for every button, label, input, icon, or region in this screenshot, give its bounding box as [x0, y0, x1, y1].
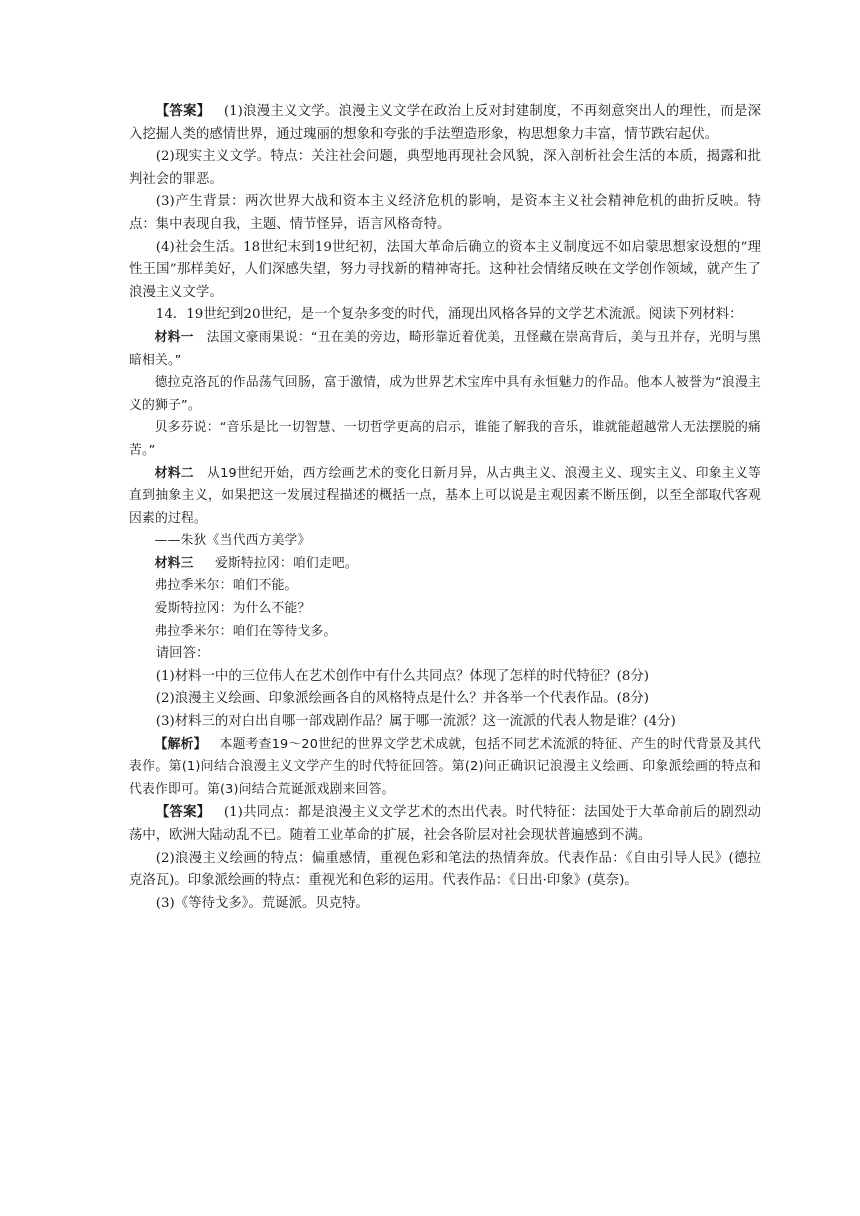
material-2-source: ——朱狄《当代西方美学》 [154, 533, 311, 549]
answer-2-paragraph-3: (3)《等待戈多》。荒诞派。贝克特。 [155, 895, 369, 911]
answer-2-tag: 【答案】 [155, 804, 211, 821]
answer-tag: 【答案】 [155, 103, 211, 119]
answer-paragraph-2: (2)现实主义文学。特点：关注社会问题，典型地再现社会风貌，深入剖析社会生活的本质，揭露和批判社会的罪恶。 [129, 149, 761, 187]
answer-paragraph-3: (3)产生背景：两次世界大战和资本主义经济危机的影响，是资本主义社会精神危机的曲折反映。特点：集中表现自我，主题、情节怪异，语言风格奇特。 [129, 194, 761, 232]
question-14-stem: 14．19世纪到20世纪，是一个复杂多变的时代，涌现出风格各异的文学艺术流派。阅读下列材料： [155, 307, 743, 323]
material-3-line-2: 弗拉季米尔：咱们不能。 [154, 578, 298, 594]
material-1-paragraph-2: 德拉克洛瓦的作品荡气回肠，富于激情，成为世界艺术宝库中具有永恒魅力的作品。他本人被誉为“浪漫主义的狮子”。 [129, 375, 761, 413]
material-3-label: 材料三 [154, 555, 194, 571]
material-2-paragraph [129, 463, 761, 531]
analysis-paragraph [129, 734, 761, 802]
material-2-text: 从19世纪开始，西方绘画艺术的变化日新月异，从古典主义、浪漫主义、现实主义、印象主义等直到抽象主义，如果把这一发展过程描述的概括一点，基本上可以说是主观因素不断压倒，以至全部取代客观因素的过程。 [129, 465, 761, 526]
answer-2-text-1: (1)共同点：都是浪漫主义文学艺术的杰出代表。时代特征：法国处于大革命前后的剧烈动荡中，欧洲大陆动乱不已。随着工业革命的扩展，社会各阶层对社会现状普遍感到不满。 [129, 805, 761, 843]
analysis-text: 本题考查19～20世纪的世界文学艺术成就，包括不同艺术流派的特征、产生的时代背景及其代表作。第(1)问结合浪漫主义文学产生的时代特征回答。第(2)问正确识记浪漫主义绘画、印象派绘画的特点和代表作即可。第(3)问结合荒诞派戏剧来回答。 [129, 736, 761, 797]
answer-paragraph-1 [129, 100, 761, 146]
sub-question-1: (1)材料一中的三位伟人在艺术创作中有什么共同点？体现了怎样的时代特征？(8分) [155, 668, 650, 684]
material-3-line-3: 爱斯特拉冈：为什么不能？ [154, 601, 311, 617]
material-1-text-1: 法国文豪雨果说：“丑在美的旁边，畸形靠近着优美，丑怪藏在崇高背后，美与丑并存，光明与黑暗相关。” [129, 329, 761, 368]
answer-2-paragraph-1 [129, 801, 761, 847]
material-3-text-1: 爱斯特拉冈：咱们走吧。 [214, 555, 358, 571]
sub-question-2: (2)浪漫主义绘画、印象派绘画各自的风格特点是什么？并各举一个代表作品。(8分) [155, 691, 650, 707]
answer-text-1: (1)浪漫主义文学。浪漫主义文学在政治上反对封建制度，不再刻意突出人的理性，而是深入挖掘人类的感情世界，通过瑰丽的想象和夸张的手法塑造形象，构思想象力丰富，情节跌宕起伏。 [129, 104, 761, 142]
material-2-label: 材料二 [154, 465, 194, 481]
sub-question-3: (3)材料三的对白出自哪一部戏剧作品？属于哪一流派？这一流派的代表人物是谁？(4分) [155, 714, 676, 730]
material-1-label: 材料一 [154, 329, 194, 345]
answer-2-paragraph-2: (2)浪漫主义绘画的特点：偏重感情，重视色彩和笔法的热情奔放。代表作品：《自由引导人民》(德拉克洛瓦)。印象派绘画的特点：重视光和色彩的运用。代表作品：《日出·印象》(莫奈)。 [129, 850, 761, 889]
material-1-paragraph-3: 贝多芬说：“音乐是比一切智慧、一切哲学更高的启示，谁能了解我的音乐，谁就能超越常人无法摆脱的痛苦。” [129, 420, 761, 458]
material-1-paragraph-1 [129, 327, 761, 372]
material-3-line-1 [129, 553, 761, 576]
material-3-line-4: 弗拉季米尔：咱们在等待戈多。 [154, 623, 337, 639]
analysis-tag: 【解析】 [154, 736, 207, 752]
document-page [129, 100, 761, 915]
answer-paragraph-4: (4)社会生活。18世纪末到19世纪初，法国大革命后确立的资本主义制度远不如启蒙思想家设想的“理性王国”那样美好，人们深感失望，努力寻找新的精神寄托。这种社会情绪反映在文学创作领域，就产生了浪漫主义文学。 [129, 239, 761, 300]
question-prompt: 请回答： [155, 646, 210, 662]
